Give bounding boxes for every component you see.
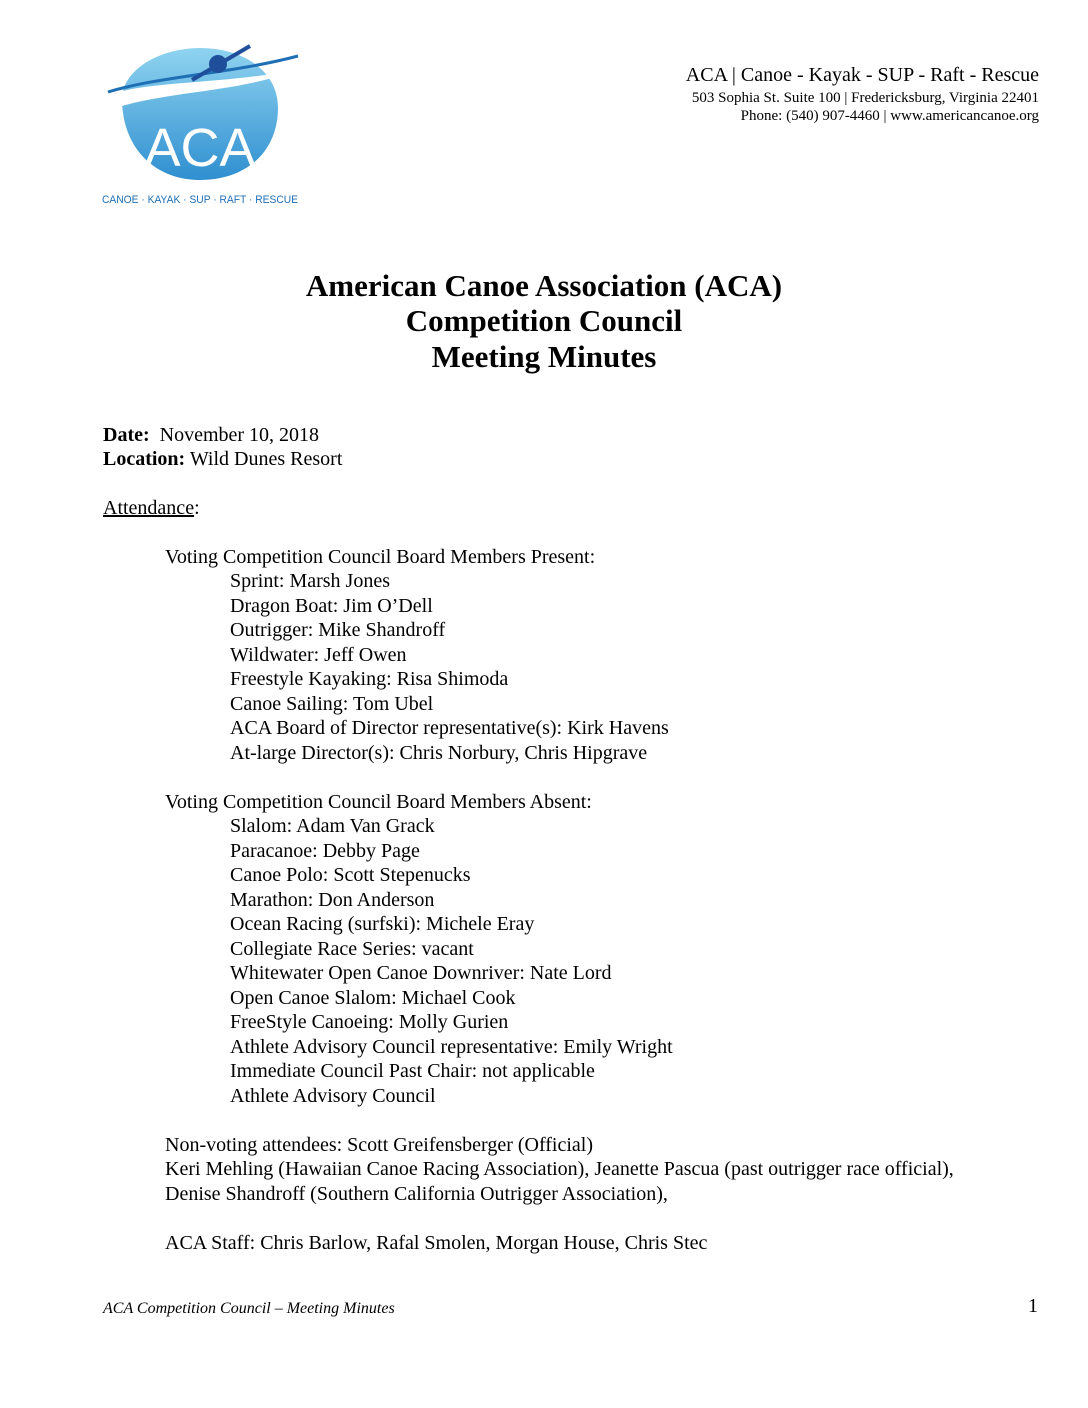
present-member: Dragon Boat: Jim O’Dell: [230, 595, 433, 617]
title-line-2: Competition Council: [405, 303, 683, 338]
date-row: [103, 423, 319, 447]
contact-line: Phone: (540) 907-4460 | www.americancanoe.org: [740, 108, 1039, 124]
staff-line: ACA Staff: Chris Barlow, Rafal Smolen, Morgan House, Chris Stec: [165, 1232, 708, 1254]
date-value: November 10, 2018: [159, 424, 320, 446]
footer-title: ACA Competition Council – Meeting Minutes: [103, 1300, 395, 1317]
logo-tagline: CANOE · KAYAK · SUP · RAFT · RESCUE: [102, 194, 298, 206]
present-member: ACA Board of Director representative(s): Kirk Havens: [230, 717, 669, 739]
aca-logo: [100, 40, 300, 210]
absent-member: Paracanoe: Debby Page: [230, 840, 420, 862]
date-label: Date:: [103, 424, 150, 446]
location-value: Wild Dunes Resort: [189, 448, 343, 470]
absent-member: Open Canoe Slalom: Michael Cook: [230, 987, 516, 1009]
present-member: Canoe Sailing: Tom Ubel: [230, 693, 434, 715]
location-label: Location:: [103, 448, 186, 470]
present-member: Wildwater: Jeff Owen: [230, 644, 407, 666]
nonvoting-line: Denise Shandroff (Southern California Outrigger Association),: [165, 1183, 668, 1205]
absent-member: Marathon: Don Anderson: [230, 889, 435, 911]
absent-member: Immediate Council Past Chair: not applicable: [230, 1060, 595, 1082]
attendance-heading-text: Attendance: [103, 497, 195, 519]
org-line: ACA | Canoe - Kayak - SUP - Raft - Rescue: [685, 64, 1039, 86]
absent-member: FreeStyle Canoeing: Molly Gurien: [230, 1011, 509, 1033]
absent-member: Ocean Racing (surfski): Michele Eray: [230, 913, 535, 935]
nonvoting-line: Keri Mehling (Hawaiian Canoe Racing Association), Jeanette Pascua (past outrigger race official),: [165, 1158, 954, 1180]
absent-heading: Voting Competition Council Board Members Absent:: [165, 791, 592, 813]
logo-text: ACA: [144, 118, 256, 178]
page-number: 1: [1028, 1295, 1038, 1317]
absent-member: Whitewater Open Canoe Downriver: Nate Lord: [230, 962, 612, 984]
absent-member: Athlete Advisory Council representative: Emily Wright: [230, 1036, 673, 1058]
absent-member: Canoe Polo: Scott Stepenucks: [230, 864, 471, 886]
attendance-heading-suffix: :: [194, 497, 200, 519]
location-row: [103, 447, 342, 471]
address-line: 503 Sophia St. Suite 100 | Fredericksburg, Virginia 22401: [691, 90, 1039, 106]
present-member: At-large Director(s): Chris Norbury, Chris Hipgrave: [230, 742, 648, 764]
present-member: Sprint: Marsh Jones: [230, 570, 390, 592]
absent-member: Athlete Advisory Council: [230, 1085, 436, 1107]
nonvoting-line: Non-voting attendees: Scott Greifensberger (Official): [165, 1134, 594, 1156]
attendance-heading: [103, 496, 200, 520]
present-member: Freestyle Kayaking: Risa Shimoda: [230, 668, 509, 690]
absent-member: Collegiate Race Series: vacant: [230, 938, 474, 960]
absent-member: Slalom: Adam Van Grack: [230, 815, 435, 837]
present-heading: Voting Competition Council Board Members Present:: [165, 546, 596, 568]
title-line-3: Meeting Minutes: [431, 339, 657, 374]
present-member: Outrigger: Mike Shandroff: [230, 619, 446, 641]
title-line-1: American Canoe Association (ACA): [305, 268, 783, 303]
